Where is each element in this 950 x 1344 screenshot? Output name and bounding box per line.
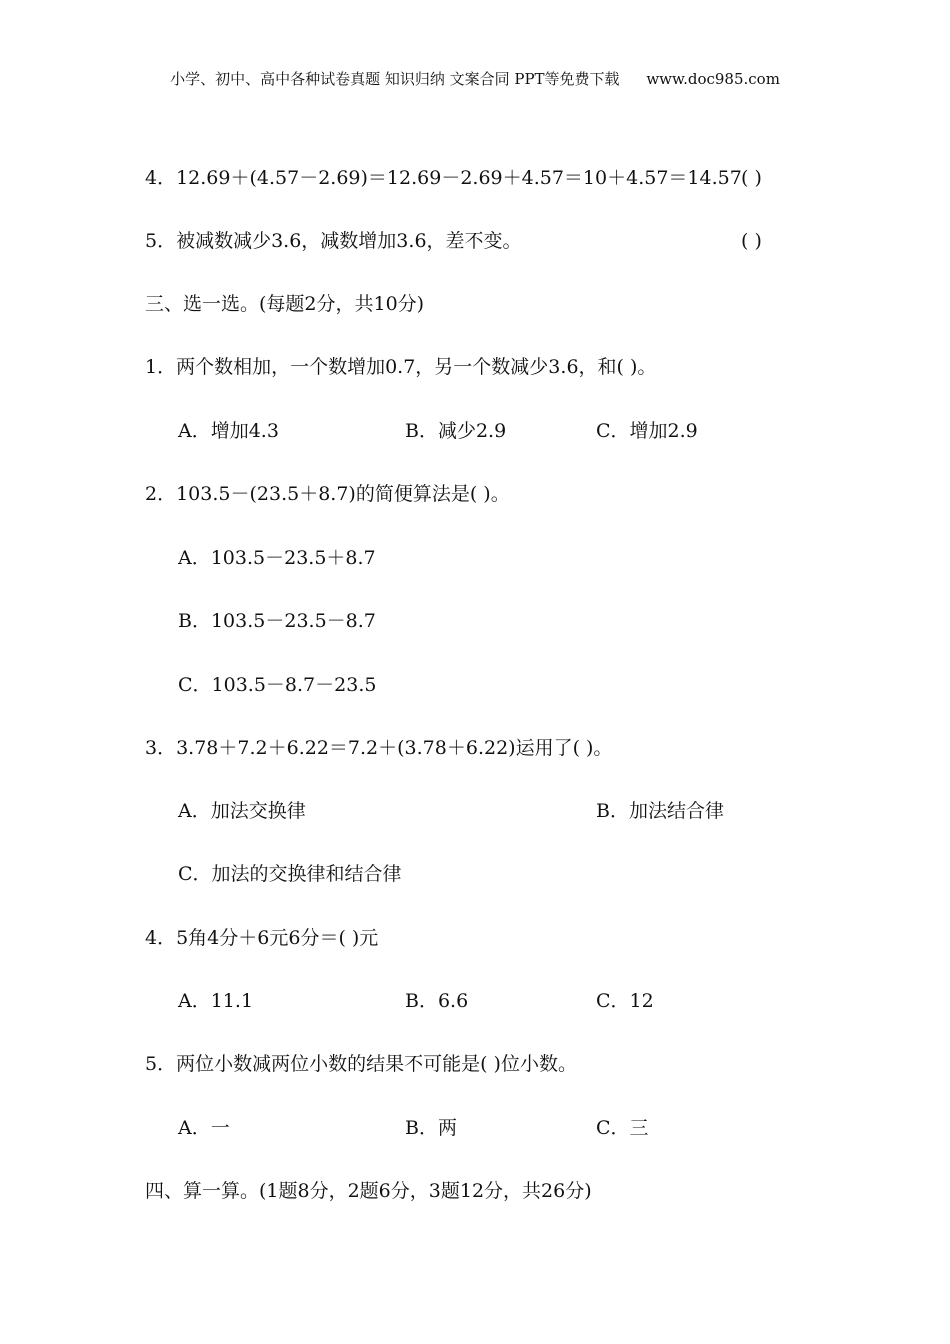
question-2 (145, 482, 510, 506)
question-3 (145, 736, 612, 760)
option-a[interactable]: A．一 (178, 1117, 230, 1139)
question-number: 5． (145, 1053, 177, 1075)
question-text: 两个数相加，一个数增加0.7，另一个数减少3.6，和( )。 (176, 356, 657, 378)
option-c[interactable]: C．12 (596, 990, 654, 1012)
option-a[interactable]: A．增加4.3 (178, 420, 279, 442)
option-a[interactable]: A．加法交换律 (178, 800, 306, 822)
section-4-title: 四、算一算。(1题8分，2题6分，3题12分，共26分) (145, 1180, 592, 1202)
option-c[interactable]: C．加法的交换律和结合律 (178, 863, 402, 885)
header-text: 小学、初中、高中各种试卷真题 知识归纳 文案合同 PPT等免费下载 (170, 70, 620, 88)
judge-item-5 (145, 229, 522, 253)
judge-item-4 (145, 166, 742, 190)
option-a[interactable]: A．103.5－23.5＋8.7 (178, 547, 376, 569)
option-c[interactable]: C．增加2.9 (596, 420, 698, 442)
question-text: 103.5－(23.5＋8.7)的简便算法是( )。 (176, 483, 510, 505)
option-b[interactable]: B．两 (405, 1117, 457, 1139)
item-number: 5． (145, 230, 177, 252)
question-number: 3． (145, 737, 177, 759)
option-b[interactable]: B．6.6 (405, 990, 469, 1012)
question-text: 5角4分＋6元6分＝( )元 (176, 927, 379, 949)
question-text: 3.78＋7.2＋6.22＝7.2＋(3.78＋6.22)运用了( )。 (176, 737, 613, 759)
item-text: 被减数减少3.6，减数增加3.6，差不变。 (176, 230, 522, 252)
option-c[interactable]: C．103.5－8.7－23.5 (178, 674, 377, 696)
option-c[interactable]: C．三 (596, 1117, 649, 1139)
option-b[interactable]: B．加法结合律 (596, 800, 724, 822)
page-header (0, 68, 950, 89)
header-url[interactable]: www.doc985.com (646, 70, 780, 88)
question-5 (145, 1052, 577, 1076)
answer-blank[interactable]: ( ) (741, 167, 762, 189)
answer-blank[interactable]: ( ) (741, 230, 762, 252)
question-number: 1． (145, 356, 177, 378)
option-b[interactable]: B．103.5－23.5－8.7 (178, 610, 376, 632)
option-a[interactable]: A．11.1 (178, 990, 254, 1012)
question-number: 2． (145, 483, 177, 505)
item-text: 12.69＋(4.57－2.69)＝12.69－2.69＋4.57＝10＋4.57＝14.57 (176, 167, 742, 189)
question-1 (145, 355, 656, 379)
item-number: 4． (145, 167, 177, 189)
option-b[interactable]: B．减少2.9 (405, 420, 507, 442)
question-4 (145, 926, 378, 950)
section-3-title: 三、选一选。(每题2分，共10分) (145, 293, 425, 315)
question-text: 两位小数减两位小数的结果不可能是( )位小数。 (176, 1053, 577, 1075)
question-number: 4． (145, 927, 177, 949)
